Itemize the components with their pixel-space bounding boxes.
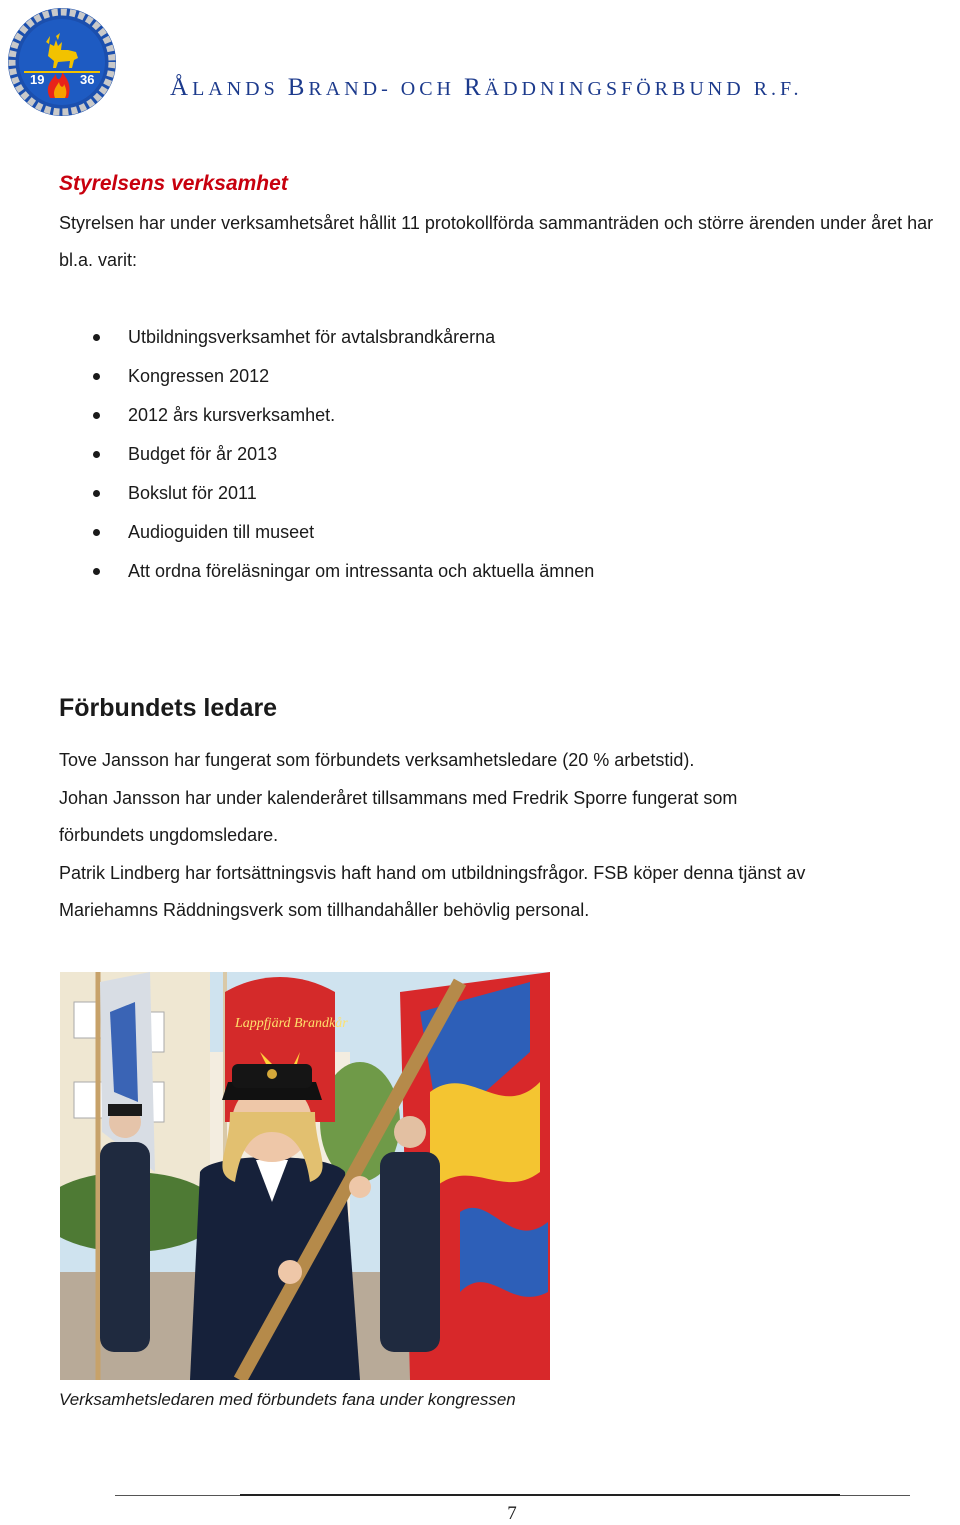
bullet-icon (93, 568, 100, 575)
list-item (59, 435, 594, 474)
org-name-part: RAND- OCH (308, 78, 464, 100)
org-name-part: LANDS (192, 78, 288, 100)
svg-text:36: 36 (80, 72, 95, 87)
organization-logo (6, 6, 118, 118)
organization-name (170, 74, 803, 102)
bullet-icon (93, 412, 100, 419)
list-item-text: 2012 års kursverksamhet. (128, 405, 336, 425)
photo-caption: Verksamhetsledaren med förbundets fana under kongressen (59, 1390, 516, 1409)
org-name-part: R (463, 74, 485, 101)
list-item (59, 318, 594, 357)
bullet-icon (93, 334, 100, 341)
list-item-text: Kongressen 2012 (128, 366, 270, 386)
list-item (59, 552, 594, 591)
list-item-text: Audioguiden till museet (128, 522, 315, 542)
org-name-part: B (287, 74, 309, 101)
text-line: Johan Jansson har under kalenderåret tillsammans med Fredrik Sporre fungerat som (59, 787, 738, 808)
org-name-part: ÄDDNINGSFÖRBUND R.F. (484, 78, 803, 100)
text-line: förbundets ungdomsledare. (59, 825, 279, 845)
parade-photo (60, 972, 550, 1380)
bullet-icon (93, 529, 100, 536)
board-topics-list (59, 318, 594, 591)
section-heading-leaders: Förbundets ledare (59, 694, 278, 722)
text-line: Tove Jansson har fungerat som förbundets verksamhetsledare (20 % arbetstid). (59, 750, 695, 770)
list-item-text: Att ordna föreläsningar om intressanta och aktuella ämnen (128, 561, 595, 581)
list-item (59, 396, 594, 435)
svg-text:Lappfjärd Brandkår: Lappfjärd Brandkår (235, 1016, 348, 1031)
text-line: Patrik Lindberg har fortsättningsvis haft hand om utbildningsfrågor. FSB köper denna tjänst av (59, 862, 806, 883)
page-header (0, 0, 960, 120)
svg-text:19: 19 (30, 72, 45, 87)
bullet-icon (93, 490, 100, 497)
page-number: 7 (507, 1503, 517, 1524)
parade-illustration (60, 972, 550, 1380)
list-item-text: Budget för år 2013 (128, 444, 278, 464)
list-item-text: Bokslut för 2011 (128, 483, 257, 503)
board-intro-paragraph: Styrelsen har under verksamhetsåret hållit 11 protokollförda sammanträden och större ärenden under året har bl.a. varit: (59, 213, 934, 270)
section-heading-board: Styrelsens verksamhet (59, 172, 288, 195)
leaders-paragraph (59, 742, 960, 930)
org-name-part: Å (170, 74, 193, 101)
list-item (59, 474, 594, 513)
footer-divider-accent (240, 1494, 840, 1496)
list-item (59, 357, 594, 396)
list-item (59, 513, 594, 552)
text-line: Mariehamns Räddningsverk som tillhandahåller behövlig personal. (59, 900, 590, 920)
bullet-icon (93, 451, 100, 458)
bullet-icon (93, 373, 100, 380)
list-item-text: Utbildningsverksamhet för avtalsbrandkårerna (128, 327, 496, 347)
